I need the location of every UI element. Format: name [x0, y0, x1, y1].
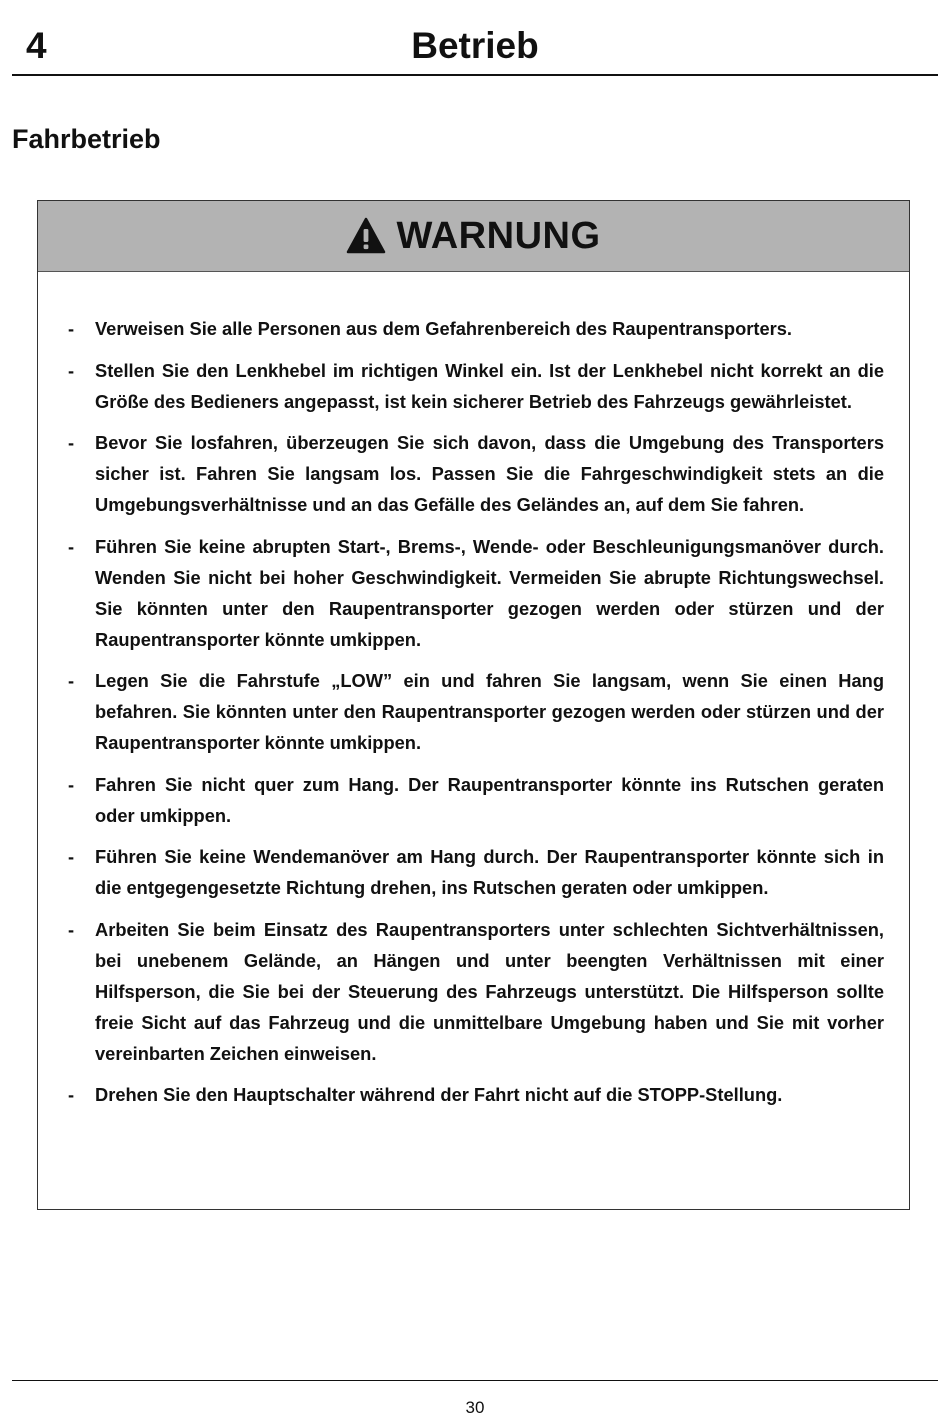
list-dash: -: [68, 432, 75, 453]
list-dash: -: [68, 670, 75, 691]
warning-item-text: Führen Sie keine Wendemanöver am Hang durch. Der Raupentransporter könnte sich in die entgegengesetzte Richtung drehen, ins Rutschen geraten oder umkippen.: [95, 846, 884, 898]
warning-list-item: [68, 355, 884, 417]
list-dash: -: [68, 846, 75, 867]
warning-item-text: Bevor Sie losfahren, überzeugen Sie sich davon, dass die Umgebung des Transporters sicher ist. Fahren Sie langsam los. Passen Sie die Fahrgeschwindigkeit stets an die Umgebungsverhältnisse und an das Gefälle des Geländes an, auf dem Sie fahren.: [95, 432, 884, 515]
warning-list-item: [68, 1079, 884, 1110]
list-dash: -: [68, 918, 75, 940]
page-number: 30: [465, 1398, 485, 1417]
list-dash: -: [68, 773, 75, 795]
list-dash: -: [68, 535, 75, 557]
section-title: Fahrbetrieb: [12, 124, 161, 154]
warning-list-item: [68, 914, 884, 1069]
warning-list-item: [68, 427, 884, 520]
list-dash: -: [68, 1084, 75, 1105]
warning-item-text: Stellen Sie den Lenkhebel im richtigen Winkel ein. Ist der Lenkhebel nicht korrekt an die Größe des Bedieners angepasst, ist kein sicherer Betrieb des Fahrzeugs gewährleistet.: [95, 359, 884, 412]
warning-box: [37, 200, 910, 1210]
warning-item-text: Fahren Sie nicht quer zum Hang. Der Raupentransporter könnte ins Rutschen geraten oder umkippen.: [95, 773, 884, 826]
chapter-number: 4: [26, 25, 47, 66]
warning-item-text: Legen Sie die Fahrstufe „LOW” ein und fahren Sie langsam, wenn Sie einen Hang befahren. Sie könnten unter den Raupentransporter gezogen werden oder stürzen und der Raupentransporter könnte umkippen.: [95, 670, 884, 753]
list-dash: -: [68, 318, 75, 339]
warning-triangle-icon: [346, 217, 386, 255]
page-header: [12, 20, 938, 76]
warning-list-item: [68, 841, 884, 903]
chapter-title: Betrieb: [411, 25, 539, 66]
warning-list: [68, 313, 884, 1121]
warning-item-text: Verweisen Sie alle Personen aus dem Gefahrenbereich des Raupentransporters.: [95, 318, 792, 339]
warning-list-item: [68, 665, 884, 758]
warning-item-text: Führen Sie keine abrupten Start-, Brems-, Wende- oder Beschleunigungsmanöver durch. Wenden Sie nicht bei hoher Geschwindigkeit. Vermeiden Sie abrupte Richtungswechsel. Sie könnten unter den Raupentransporter gezogen werden oder stürzen und der Raupentransporter könnte umkippen.: [95, 535, 884, 650]
warning-item-text: Drehen Sie den Hauptschalter während der Fahrt nicht auf die STOPP-Stellung.: [95, 1084, 783, 1105]
list-dash: -: [68, 359, 75, 381]
warning-title: WARNUNG: [396, 214, 601, 257]
warning-item-text: Arbeiten Sie beim Einsatz des Raupentransporters unter schlechten Sichtverhältnissen, bei unebenem Gelände, an Hängen und unter beengten Verhältnissen mit einer Hilfsperson, die Sie bei der Steuerung des Fahrzeugs unterstützt. Die Hilfsperson sollte freie Sicht auf das Fahrzeug und die unmittelbare Umgebung haben und Sie mit vorher vereinbarten Zeichen einweisen.: [95, 918, 884, 1064]
footer-divider: [12, 1380, 938, 1381]
warning-list-item: [68, 531, 884, 655]
warning-header: [38, 201, 909, 272]
warning-list-item: [68, 313, 884, 344]
warning-list-item: [68, 769, 884, 831]
